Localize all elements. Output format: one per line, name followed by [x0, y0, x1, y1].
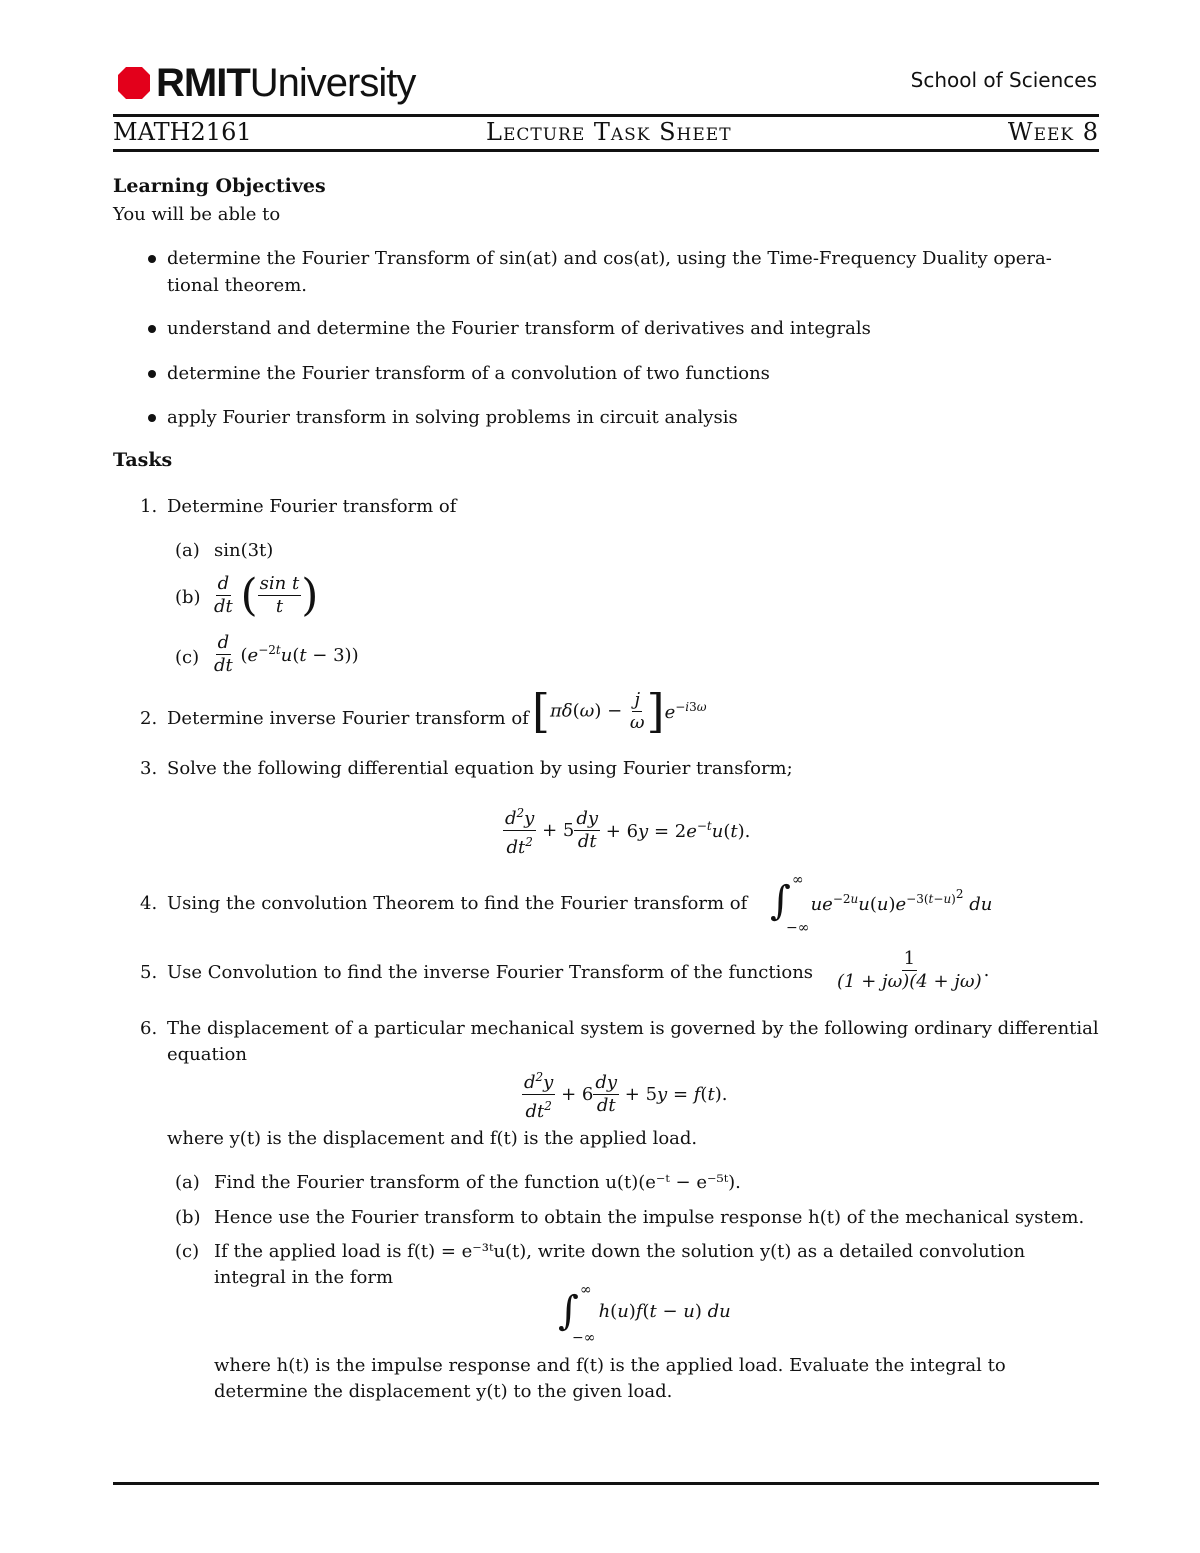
objective-item-cont: tional theorem. [167, 275, 307, 296]
logo-word: University [249, 60, 416, 105]
objective-item: understand and determine the Fourier transform of derivatives and integrals [167, 318, 871, 339]
subtask-label: (a) [175, 540, 200, 561]
subtask-label: (b) [175, 1207, 201, 1228]
header-top-rule [113, 114, 1099, 117]
task-1-text: Determine Fourier transform of [167, 496, 457, 517]
task-number: 2. [140, 708, 158, 729]
task-number: 5. [140, 962, 158, 983]
task-6-text: The displacement of a particular mechanical system is governed by the following ordinary differential [167, 1018, 1099, 1039]
school-name: School of Sciences [910, 68, 1097, 92]
logo-brand: RMIT [156, 60, 250, 105]
bullet [148, 370, 156, 378]
task-6a-text: Find the Fourier transform of the function u(t)(e⁻ᵗ − e⁻⁵ᵗ). [214, 1172, 741, 1193]
task-6-text-cont: equation [167, 1044, 247, 1065]
task-1b-expr: $\frac{d}{dt}$ ( $\frac{\text{sin t}}{t}$ ) [214, 570, 319, 621]
subtask-label: (c) [175, 1241, 200, 1262]
subtask-label: (c) [175, 647, 200, 668]
objectives-title: Learning Objectives [113, 175, 326, 197]
task-3-equation: $\frac{d^2y}{dt^2}$ + 5 $\frac{dy}{dt}$ + $6y = 2e^{-t}u(t)$. [503, 802, 750, 859]
task-2-expr: [πδ(ω) − $\frac{j}{\omega}$ ]$e^{-i3\omega}$ [532, 684, 707, 738]
sheet-title: Lecture Task Sheet [486, 118, 732, 146]
task-4-text: Using the convolution Theorem to find the Fourier transform of [167, 893, 748, 914]
task-5-expr: $\frac{1}{(1 + j\omega)(4 + j\omega)}$ . [837, 948, 990, 992]
task-2-text: Determine inverse Fourier transform of [167, 708, 529, 729]
task-6-where: where y(t) is the displacement and f(t) is the applied load. [167, 1128, 698, 1149]
task-6-equation: $\frac{d^2y}{dt^2}$ + 6 $\frac{dy}{dt}$ + 5y = f(t). [522, 1066, 727, 1123]
objectives-intro: You will be able to [113, 204, 281, 225]
task-1a-expr: sin(3t) [214, 540, 274, 561]
bullet [148, 414, 156, 422]
task-number: 3. [140, 758, 158, 779]
task-4-integral: ∫ ∞ −∞ $ue^{-2u}u(u)e^{-3(t-u)^2}$ du [770, 872, 993, 936]
task-6c-text-final: determine the displacement y(t) to the given load. [214, 1381, 673, 1402]
rmit-pixel-icon [116, 65, 152, 101]
task-number: 6. [140, 1018, 158, 1039]
task-number: 1. [140, 496, 158, 517]
task-6c-text-cont: integral in the form [214, 1267, 394, 1288]
week-label: Week 8 [1007, 118, 1099, 146]
tasks-title: Tasks [113, 449, 173, 471]
rmit-logo [116, 58, 415, 108]
course-code: MATH2161 [113, 118, 252, 146]
task-6c-integral: ∫ ∞ −∞ h(u)f(t − u) du [558, 1282, 731, 1346]
subtask-label: (b) [175, 587, 201, 608]
objective-item: determine the Fourier transform of a convolution of two functions [167, 363, 770, 384]
footer-rule [113, 1482, 1099, 1485]
subtask-label: (a) [175, 1172, 200, 1193]
task-number: 4. [140, 893, 158, 914]
task-6b-text: Hence use the Fourier transform to obtain the impulse response h(t) of the mechanical system. [214, 1207, 1085, 1228]
task-3-text: Solve the following differential equation by using Fourier transform; [167, 758, 793, 779]
task-1c-expr: $\frac{d}{dt}$ $(e^{-2t}u(t - 3))$ [214, 632, 359, 676]
bullet [148, 255, 156, 263]
task-6c-text-where: where h(t) is the impulse response and f(t) is the applied load. Evaluate the integral to [214, 1355, 1006, 1376]
task-5-text: Use Convolution to find the inverse Fourier Transform of the functions [167, 962, 814, 983]
objective-item: apply Fourier transform in solving problems in circuit analysis [167, 407, 738, 428]
objective-item: determine the Fourier Transform of sin(at) and cos(at), using the Time-Frequency Duality opera- [167, 248, 1052, 269]
header-bottom-rule [113, 149, 1099, 152]
task-6c-text: If the applied load is f(t) = e⁻³ᵗu(t), write down the solution y(t) as a detailed convolution [214, 1241, 1026, 1262]
bullet [148, 325, 156, 333]
